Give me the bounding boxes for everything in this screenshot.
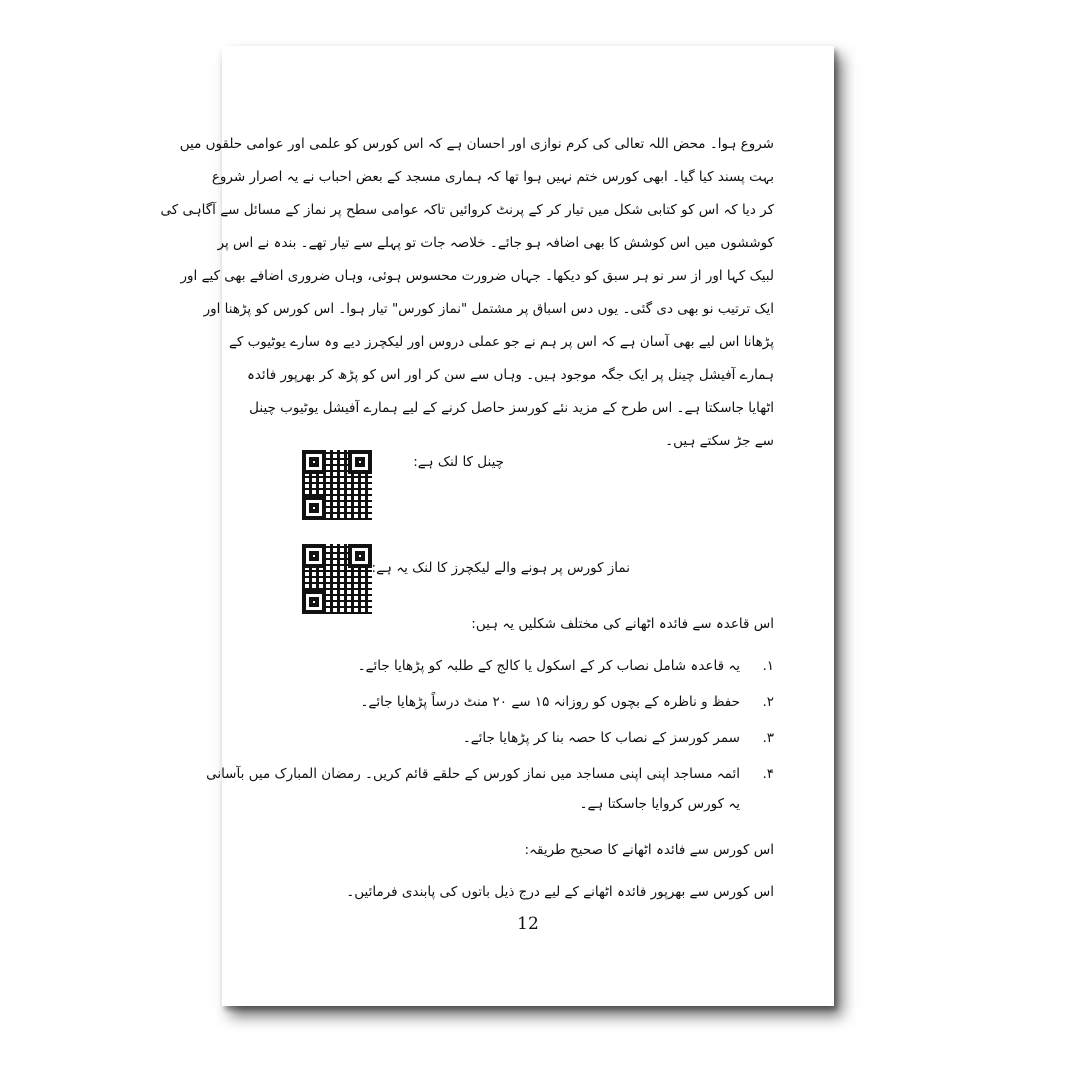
paragraph-line: شروع ہوا۔ محض اللہ تعالی کی کرم نوازی اور احسان ہے کہ اس کورس کو علمی اور عوامی حلقوں میں: [179, 136, 774, 152]
method-heading: اس کورس سے فائدہ اٹھانے کا صحیح طریقہ:: [524, 842, 774, 858]
paragraph-line: لبیک کہا اور از سر نو ہر سبق کو دیکھا۔ جہاں ضرورت محسوس ہوئی، وہاں ضروری اضافے بھی کیے اور: [180, 268, 774, 284]
list-number: ۲.: [762, 694, 774, 710]
paragraph-line: ایک ترتیب نو بھی دی گئی۔ یوں دس اسباق پر مشتمل "نماز کورس" تیار ہوا۔ اس کورس کو پڑھنا اور: [203, 301, 774, 317]
book-page: [160, 46, 834, 1006]
list-item: [361, 694, 774, 710]
paragraph-line: کر دیا کہ اس کو کتابی شکل میں تیار کر کے پرنٹ کروائیں تاکہ عوامی سطح پر نماز کے مسائل سے آگاہی کی: [160, 202, 774, 218]
paragraph-line: سے جڑ سکتے ہیں۔: [665, 433, 774, 449]
paragraph-line: ہمارے آفیشل چینل پر ایک جگہ موجود ہیں۔ وہاں سے سن کر اور اس کو پڑھ کر بھرپور فائدہ: [246, 367, 774, 383]
paragraph-line: پڑھانا اس لیے بھی آسان ہے کہ اس پر ہم نے جو عملی دروس اور لیکچرز دیے وہ سارے یوٹیوب کے: [228, 334, 774, 350]
lectures-link-label: نماز کورس پر ہونے والے لیکچرز کا لنک یہ ہے:: [371, 560, 630, 576]
page-number: 12: [517, 914, 539, 934]
qr-code-icon[interactable]: [302, 544, 372, 614]
list-number: ۴.: [762, 766, 774, 782]
list-text: حفظ و ناظرہ کے بچوں کو روزانہ ۱۵ سے ۲۰ منٹ درساً پڑھایا جائے۔: [360, 694, 740, 710]
benefits-heading: اس قاعدہ سے فائدہ اٹھانے کی مختلف شکلیں یہ ہیں:: [471, 616, 774, 632]
list-item: [463, 730, 774, 746]
paragraph-line: بہت پسند کیا گیا۔ ابھی کورس ختم نہیں ہوا تھا کہ ہماری مسجد کے بعض احباب نے یہ اصرار شروع: [211, 169, 774, 185]
list-number: ۱.: [762, 658, 774, 674]
list-number: ۳.: [762, 730, 774, 746]
list-item: [358, 658, 774, 674]
list-text: یہ قاعدہ شامل نصاب کر کے اسکول یا کالج کے طلبہ کو پڑھایا جائے۔: [357, 658, 740, 674]
list-text: سمر کورسز کے نصاب کا حصہ بنا کر پڑھایا جائے۔: [462, 730, 740, 746]
method-text: اس کورس سے بھرپور فائدہ اٹھانے کے لیے درج ذیل باتوں کی پابندی فرمائیں۔: [346, 884, 774, 900]
list-item-continuation: یہ کورس کروایا جاسکتا ہے۔: [579, 796, 740, 812]
list-item: [206, 766, 774, 782]
paragraph-line: اٹھایا جاسکتا ہے۔ اس طرح کے مزید نئے کورسز حاصل کرنے کے لیے ہمارے آفیشل یوٹیوب چینل: [249, 400, 774, 416]
qr-code-icon[interactable]: [302, 450, 372, 520]
channel-link-label: چینل کا لنک ہے:: [413, 454, 504, 470]
list-text: ائمہ مساجد اپنی اپنی مساجد میں نماز کورس کے حلقے قائم کریں۔ رمضان المبارک میں بآسانی: [206, 766, 740, 782]
paragraph-line: کوششوں میں اس کوشش کا بھی اضافہ ہو جائے۔ خلاصہ جات تو پہلے سے تیار تھے۔ بندہ نے اس پر: [217, 235, 774, 251]
